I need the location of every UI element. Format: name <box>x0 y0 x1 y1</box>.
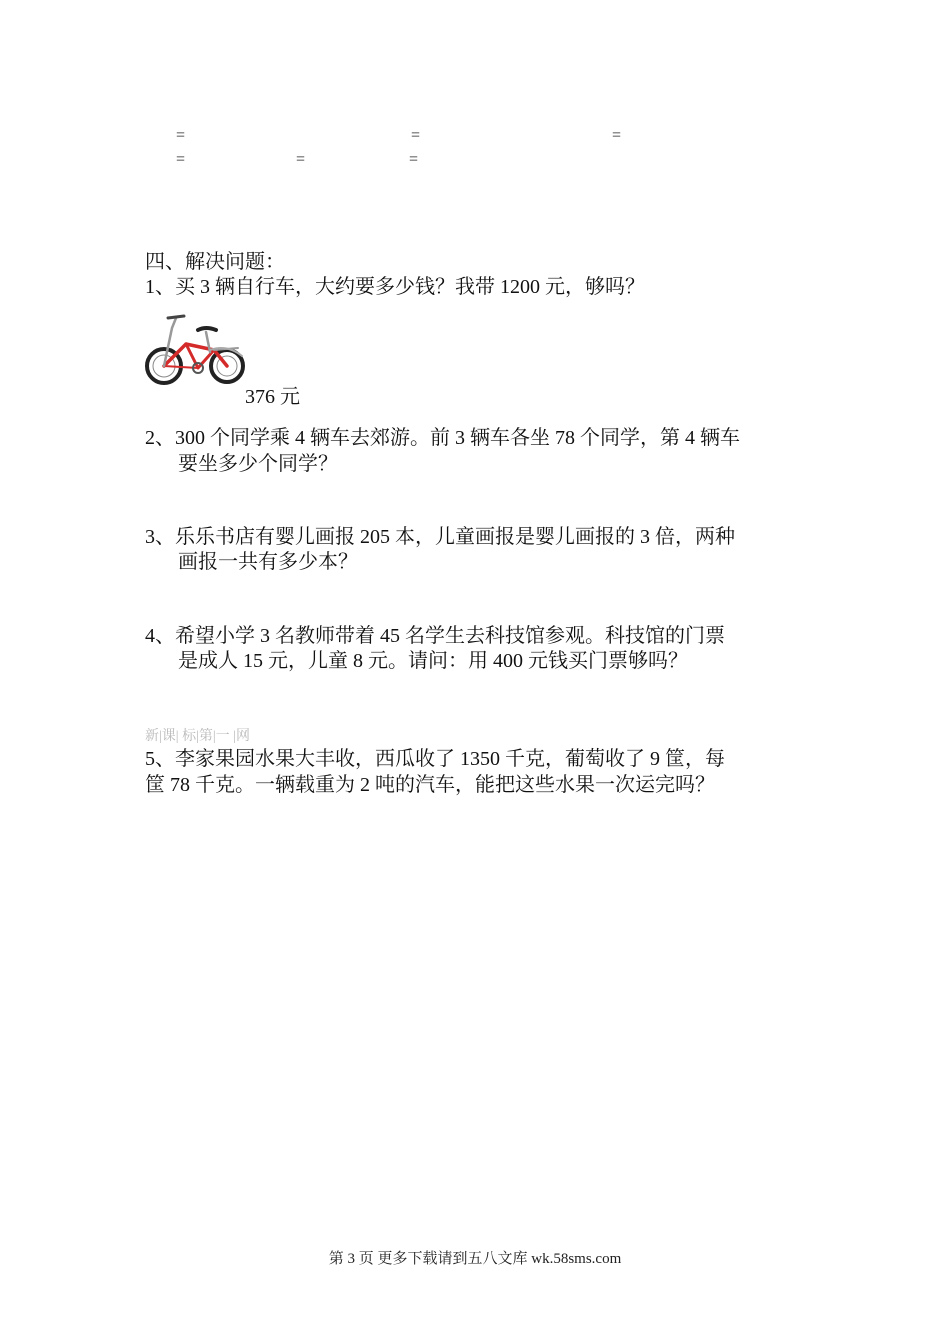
watermark-text: 新|课| 标|第|一 |网 <box>145 729 251 744</box>
section-title: 四、解决问题： <box>145 251 285 273</box>
problem-3-text-continued: 画报一共有多少本？ <box>178 551 358 573</box>
problem-2-text: 2、300 个同学乘 4 辆车去郊游。前 3 辆车各坐 78 个同学，第 4 辆车 <box>145 427 740 449</box>
page-footer: 第 3 页 更多下载请到五八文库 wk.58sms.com <box>328 1251 622 1267</box>
equals-sign: = <box>612 127 622 144</box>
equals-sign: = <box>176 127 186 144</box>
bicycle-icon <box>142 310 246 388</box>
equals-sign: = <box>296 151 306 168</box>
equals-sign: = <box>176 151 186 168</box>
price-label: 376 元 <box>245 386 300 408</box>
equals-sign: = <box>411 127 421 144</box>
problem-5-text: 5、李家果园水果大丰收，西瓜收了 1350 千克，葡萄收了 9 筐，每 <box>145 748 725 770</box>
problem-5-text-continued: 筐 78 千克。一辆载重为 2 吨的汽车，能把这些水果一次运完吗？ <box>145 774 715 796</box>
problem-2-text-continued: 要坐多少个同学？ <box>178 453 338 475</box>
problem-1-text: 1、买 3 辆自行车，大约要多少钱？我带 1200 元，够吗？ <box>145 276 645 298</box>
equals-sign: = <box>409 151 419 168</box>
problem-4-text-continued: 是成人 15 元，儿童 8 元。请问：用 400 元钱买门票够吗？ <box>178 650 688 672</box>
problem-3-text: 3、乐乐书店有婴儿画报 205 本，儿童画报是婴儿画报的 3 倍，两种 <box>145 526 735 548</box>
problem-4-text: 4、希望小学 3 名教师带着 45 名学生去科技馆参观。科技馆的门票 <box>145 625 725 647</box>
